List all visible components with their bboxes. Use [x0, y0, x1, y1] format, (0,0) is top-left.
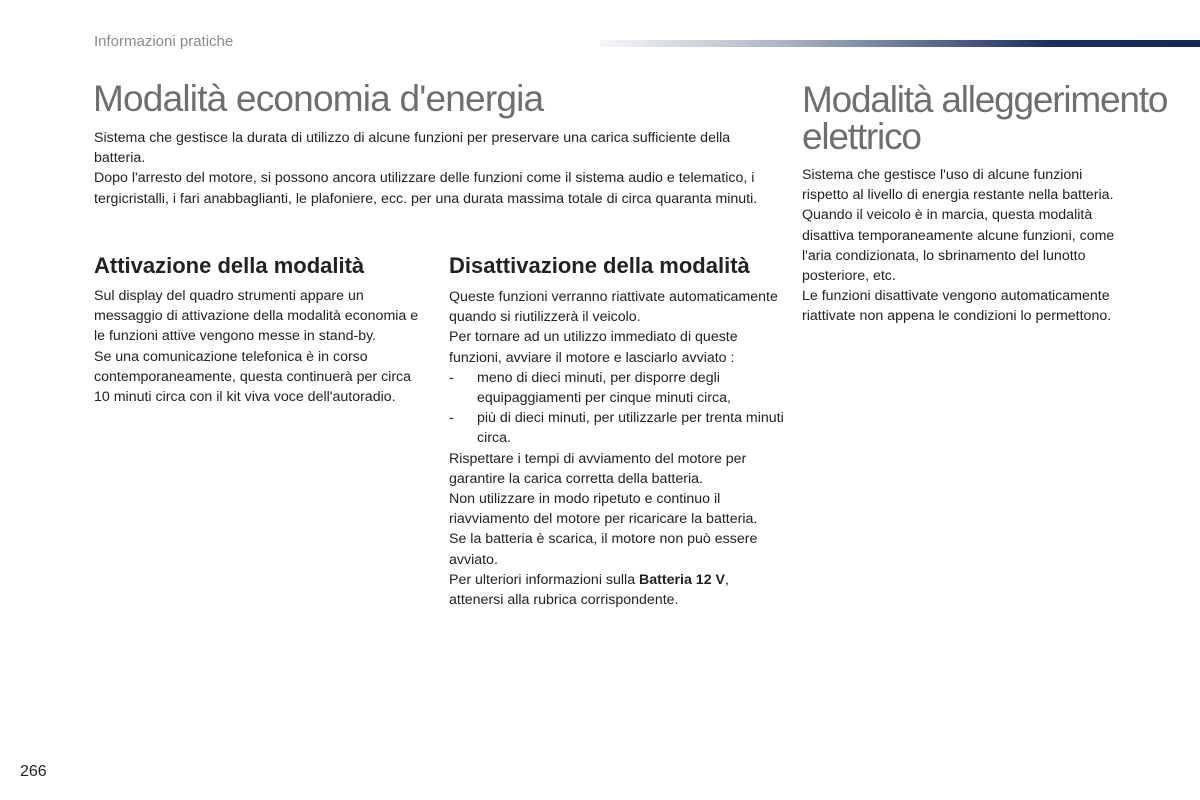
- deactivation-paragraph-4: Non utilizzare in modo ripetuto e continuo il riavviamento del motore per ricaricare la batteria.: [449, 491, 758, 528]
- activation-paragraph-1: Sul display del quadro strumenti appare un messaggio di attivazione della modalità economia e le funzioni attive vengono messe in stand-by.: [94, 288, 419, 345]
- reference-text-before: Per ulteriori informazioni sulla: [449, 571, 640, 588]
- list-item-text: meno di dieci minuti, per disporre degli equipaggiamenti per cinque minuti circa,: [477, 369, 731, 407]
- dash-bullet: -: [449, 369, 454, 386]
- section-label: Informazioni pratiche: [94, 33, 234, 50]
- list-item-text: più di dieci minuti, per utilizzarle per trenta minuti circa.: [477, 410, 784, 447]
- activation-section: [94, 254, 424, 407]
- header-gradient-bar: [600, 40, 1200, 47]
- list-item: [449, 368, 784, 408]
- intro-paragraph-1: Sistema che gestisce la durata di utilizzo di alcune funzioni per preservare una carica sufficiente della batteria.: [94, 130, 731, 167]
- activation-heading: Attivazione della modalità: [94, 253, 365, 278]
- deactivation-section: [449, 254, 784, 610]
- side-paragraph-3: Le funzioni disattivate vengono automaticamente riattivate non appena le condizioni lo permettono.: [802, 288, 1112, 325]
- page-number: 266: [20, 763, 47, 780]
- side-title: Modalità alleggerimento elettrico: [802, 79, 1168, 157]
- side-paragraph-2: Quando il veicolo è in marcia, questa modalità disattiva temporaneamente alcune funzioni, come l'aria condizionata, lo sbrinamento del lunotto posteriore, etc.: [802, 207, 1115, 285]
- reference-text-after: , attenersi alla rubrica corrispondente.: [449, 571, 729, 609]
- battery-reference: Batteria 12 V: [639, 571, 725, 588]
- intro-text: [94, 128, 764, 209]
- deactivation-paragraph-2: Per tornare ad un utilizzo immediato di queste funzioni, avviare il motore e lasciarlo avviato :: [449, 329, 738, 366]
- side-paragraph-1: Sistema che gestisce l'uso di alcune funzioni rispetto al livello di energia restante nella batteria.: [802, 167, 1114, 204]
- deactivation-paragraph-1: Queste funzioni verranno riattivate automaticamente quando si riutilizzerà il veicolo.: [449, 289, 778, 326]
- deactivation-heading: Disattivazione della modalità: [449, 253, 750, 278]
- deactivation-paragraph-3: Rispettare i tempi di avviamento del motore per garantire la carica corretta della batteria.: [449, 450, 747, 487]
- deactivation-paragraph-5: Se la batteria è scarica, il motore non può essere avviato.: [449, 531, 758, 568]
- main-title: Modalità economia d'energia: [93, 78, 544, 119]
- deactivation-list: [449, 368, 784, 449]
- activation-paragraph-2: Se una comunicazione telefonica è in corso contemporaneamente, questa continuerà per circa 10 minuti circa con il kit viva voce dell'autoradio.: [94, 348, 412, 406]
- list-item: [449, 408, 784, 448]
- intro-paragraph-2: Dopo l'arresto del motore, si possono ancora utilizzare delle funzioni come il sistema audio e telematico, i tergicristalli, i fari anabbaglianti, le plafoniere, ecc. per una durata massima totale di circa quaranta minuti.: [94, 170, 758, 207]
- dash-bullet: -: [449, 410, 454, 427]
- electric-relief-section: [802, 165, 1132, 327]
- deactivation-paragraph-6: [449, 570, 784, 610]
